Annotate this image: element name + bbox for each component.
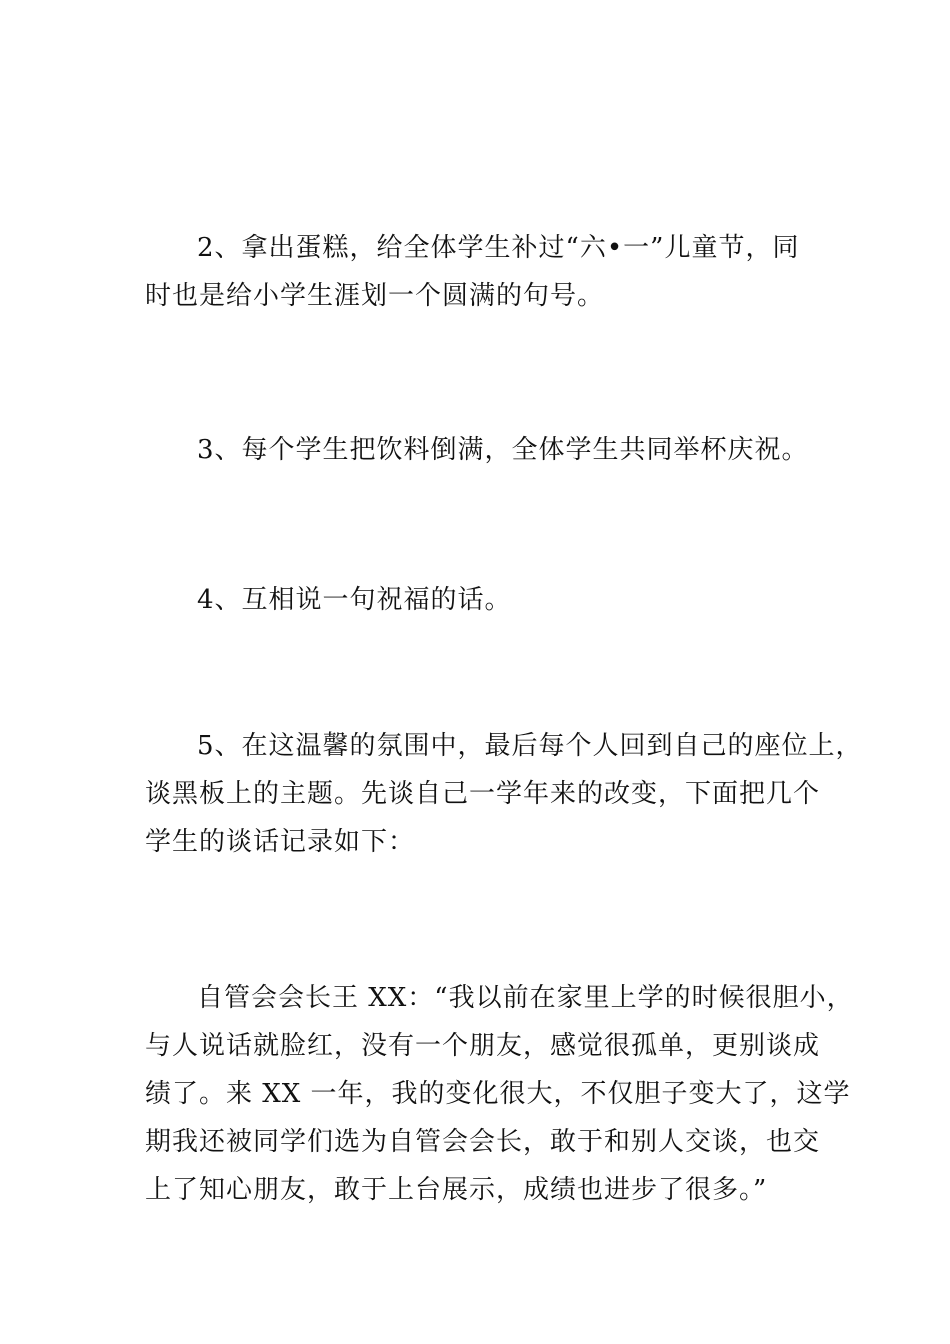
paragraph-line: 3、每个学生把饮料倒满，全体学生共同举杯庆祝。 — [197, 435, 809, 465]
paragraph-item-3 — [145, 426, 810, 474]
paragraph-line: 5、在这温馨的氛围中，最后每个人回到自己的座位上， — [197, 731, 863, 761]
paragraph-line: 4、互相说一句祝福的话。 — [197, 585, 512, 615]
paragraph-line: 上了知心朋友，敢于上台展示，成绩也进步了很多。” — [145, 1175, 768, 1205]
paragraph-item-5 — [145, 722, 863, 866]
paragraph-line: 绩了。来 XX 一年，我的变化很大，不仅胆子变大了，这学 — [145, 1079, 851, 1109]
paragraph-line: 期我还被同学们选为自管会会长，敢于和别人交谈，也交 — [145, 1127, 821, 1157]
paragraph-line: 时也是给小学生涯划一个圆满的句号。 — [145, 281, 605, 311]
paragraph-item-2 — [145, 224, 810, 320]
paragraph-quote-wang — [145, 974, 854, 1214]
paragraph-line: 与人说话就脸红，没有一个朋友，感觉很孤单，更别谈成 — [145, 1031, 821, 1061]
paragraph-line: 2、拿出蛋糕，给全体学生补过“六•一”儿童节，同 — [197, 233, 800, 263]
paragraph-line: 自管会会长王 XX：“我以前在家里上学的时候很胆小， — [197, 983, 854, 1013]
paragraph-item-4 — [145, 576, 810, 624]
paragraph-line: 学生的谈话记录如下： — [145, 827, 416, 857]
paragraph-line: 谈黑板上的主题。先谈自己一学年来的改变，下面把几个 — [145, 779, 821, 809]
